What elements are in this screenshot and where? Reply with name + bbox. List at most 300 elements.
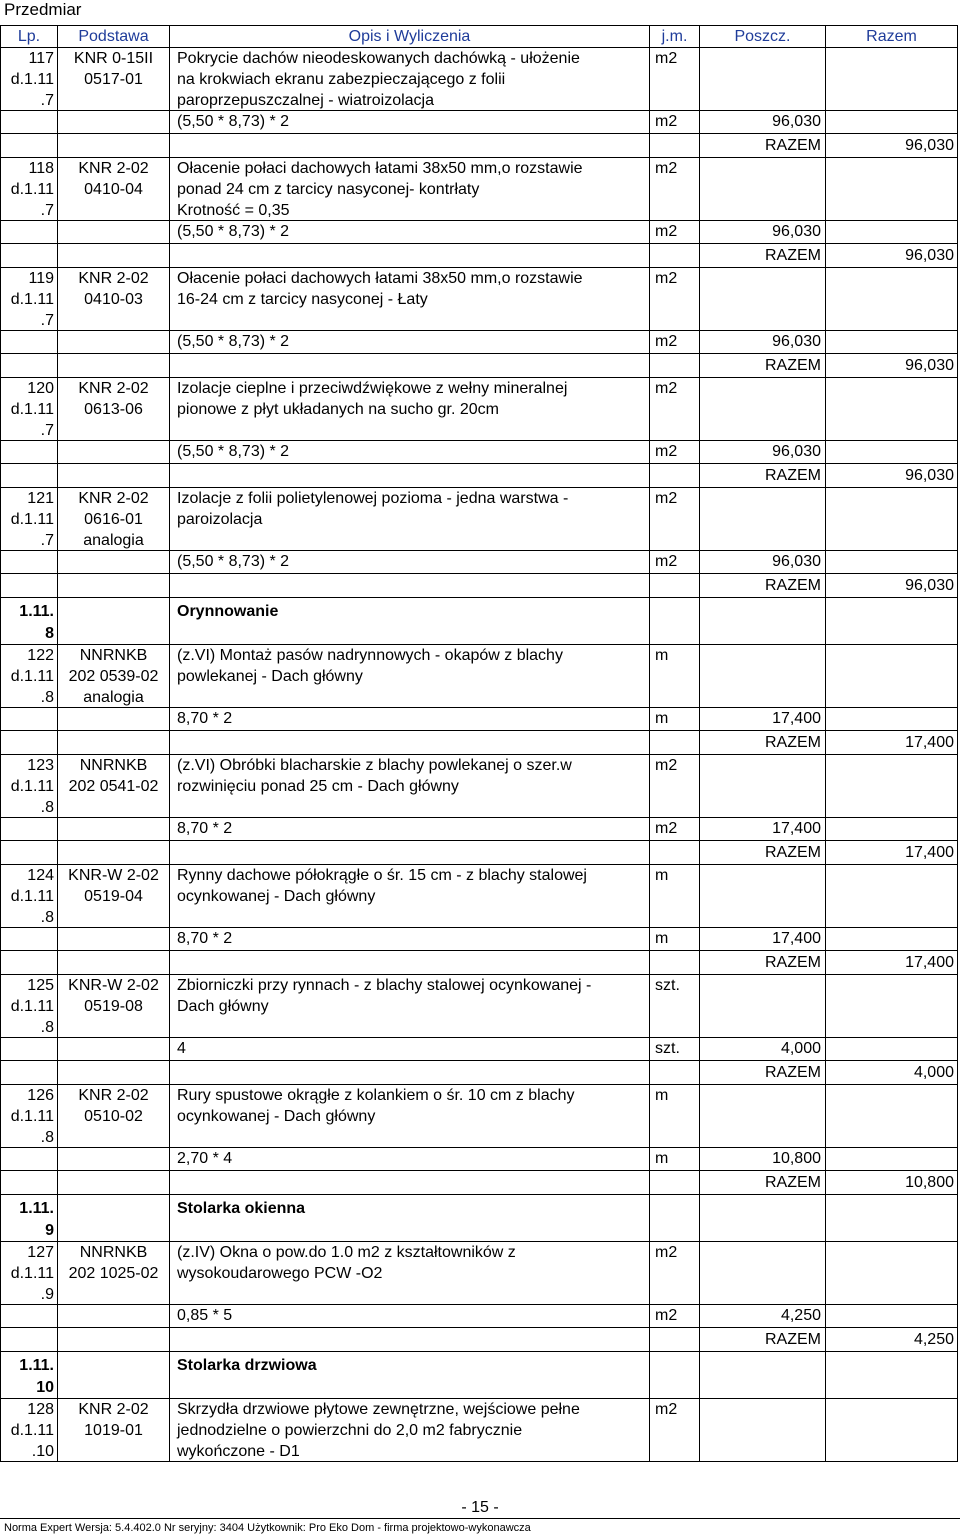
- lp-cell: [0, 1195, 58, 1241]
- jm-cell: [650, 1195, 700, 1241]
- position-number: 124: [27, 867, 54, 884]
- position-number: .7: [40, 92, 54, 109]
- unit: m: [655, 930, 669, 947]
- section-number: 8: [45, 625, 54, 642]
- podstawa-cell: [58, 268, 170, 330]
- poszcz-cell: [700, 488, 826, 550]
- total-quantity: 96,030: [905, 577, 954, 594]
- jm-cell: [650, 111, 700, 133]
- jm-cell: [650, 951, 700, 974]
- jm-cell: [650, 1085, 700, 1147]
- position-row: [0, 974, 958, 1037]
- poszcz-cell: [700, 441, 826, 463]
- basis-code: 0613-06: [84, 401, 143, 418]
- description-line: Izolacje z folii polietylenowej pozioma - jedna warstwa -: [177, 490, 569, 507]
- total-quantity: 10,800: [905, 1174, 954, 1191]
- podstawa-cell: [58, 841, 170, 864]
- jm-cell: [650, 708, 700, 730]
- basis-code: KNR-W 2-02: [68, 867, 159, 884]
- jm-cell: [650, 1171, 700, 1194]
- total-quantity: 17,400: [905, 734, 954, 751]
- section-row: [0, 597, 958, 644]
- opis-cell: [170, 1038, 650, 1060]
- jm-cell: [650, 48, 700, 110]
- jm-cell: [650, 975, 700, 1037]
- razem-cell: [826, 951, 958, 974]
- razem-cell: [826, 1305, 958, 1327]
- razem-cell: [826, 158, 958, 220]
- jm-cell: [650, 755, 700, 817]
- podstawa-cell: [58, 464, 170, 487]
- poszcz-cell: [700, 111, 826, 133]
- razem-cell: [826, 48, 958, 110]
- razem-cell: [826, 134, 958, 157]
- basis-code: KNR 2-02: [78, 380, 149, 397]
- description-line: Rynny dachowe półokrągłe o śr. 15 cm - z blachy stalowej: [177, 867, 587, 884]
- total-row: [0, 950, 958, 974]
- total-quantity: 96,030: [905, 247, 954, 264]
- total-quantity: 4,250: [913, 1331, 954, 1348]
- position-number: d.1.11: [10, 511, 54, 528]
- unit: m2: [655, 443, 678, 460]
- column-header-opis: Opis i Wyliczenia: [170, 26, 650, 47]
- poszcz-cell: [700, 841, 826, 864]
- position-row: [0, 754, 958, 817]
- podstawa-cell: [58, 1061, 170, 1084]
- opis-cell: [170, 975, 650, 1037]
- razem-cell: [826, 1038, 958, 1060]
- position-number: .8: [40, 1019, 54, 1036]
- jm-cell: [650, 244, 700, 267]
- jm-cell: [650, 1352, 700, 1398]
- podstawa-cell: [58, 1352, 170, 1398]
- basis-code: NNRNKB: [79, 757, 148, 774]
- razem-cell: [826, 645, 958, 707]
- basis-code: 0410-03: [84, 291, 143, 308]
- lp-cell: [0, 755, 58, 817]
- column-header-unit: j.m.: [650, 26, 700, 47]
- jm-cell: [650, 574, 700, 597]
- calculation-formula: 8,70 * 2: [177, 930, 233, 947]
- description-line: Skrzydła drzwiowe płytowe zewnętrzne, wejściowe pełne: [177, 1401, 580, 1418]
- lp-cell: [0, 488, 58, 550]
- jm-cell: [650, 1038, 700, 1060]
- partial-quantity: 96,030: [772, 553, 821, 570]
- description-line: (z.VI) Montaż pasów nadrynnowych - okapów z blachy: [177, 647, 563, 664]
- description-line: Krotność = 0,35: [177, 202, 290, 219]
- lp-cell: [0, 1171, 58, 1194]
- opis-cell: [170, 1148, 650, 1170]
- opis-cell: [170, 378, 650, 440]
- position-row: [0, 157, 958, 220]
- razem-cell: [826, 841, 958, 864]
- podstawa-cell: [58, 111, 170, 133]
- lp-cell: [0, 975, 58, 1037]
- poszcz-cell: [700, 221, 826, 243]
- lp-cell: [0, 378, 58, 440]
- poszcz-cell: [700, 598, 826, 644]
- lp-cell: [0, 331, 58, 353]
- basis-code: 0510-02: [84, 1108, 143, 1125]
- poszcz-cell: [700, 331, 826, 353]
- section-number: 10: [36, 1379, 54, 1396]
- description-line: paroizolacja: [177, 511, 263, 528]
- total-row: [0, 463, 958, 487]
- razem-cell: [826, 378, 958, 440]
- lp-cell: [0, 818, 58, 840]
- podstawa-cell: [58, 1148, 170, 1170]
- jm-cell: [650, 841, 700, 864]
- jm-cell: [650, 865, 700, 927]
- podstawa-cell: [58, 221, 170, 243]
- position-number: d.1.11: [10, 668, 54, 685]
- jm-cell: [650, 598, 700, 644]
- podstawa-cell: [58, 1195, 170, 1241]
- podstawa-cell: [58, 1399, 170, 1461]
- poszcz-cell: [700, 1242, 826, 1304]
- total-row: [0, 353, 958, 377]
- position-number: d.1.11: [10, 401, 54, 418]
- unit: m2: [655, 490, 678, 507]
- opis-cell: [170, 645, 650, 707]
- position-row: [0, 487, 958, 550]
- poszcz-cell: [700, 1038, 826, 1060]
- podstawa-cell: [58, 975, 170, 1037]
- jm-cell: [650, 464, 700, 487]
- basis-code: KNR 2-02: [78, 1401, 149, 1418]
- razem-cell: [826, 1085, 958, 1147]
- partial-quantity: 96,030: [772, 113, 821, 130]
- total-row: [0, 1170, 958, 1194]
- position-row: [0, 1241, 958, 1304]
- lp-cell: [0, 464, 58, 487]
- lp-cell: [0, 928, 58, 950]
- partial-quantity: 17,400: [772, 930, 821, 947]
- position-row: [0, 1084, 958, 1147]
- total-label: RAZEM: [765, 844, 821, 861]
- position-number: d.1.11: [10, 1265, 54, 1282]
- total-quantity: 96,030: [905, 137, 954, 154]
- description-line: Rury spustowe okrągłe z kolankiem o śr. 10 cm z blachy: [177, 1087, 575, 1104]
- partial-quantity: 96,030: [772, 223, 821, 240]
- razem-cell: [826, 708, 958, 730]
- description-line: 16-24 cm z tarcicy nasyconej - Łaty: [177, 291, 428, 308]
- jm-cell: [650, 331, 700, 353]
- calculation-row: [0, 440, 958, 463]
- opis-cell: [170, 111, 650, 133]
- lp-cell: [0, 1038, 58, 1060]
- description-line: powlekanej - Dach główny: [177, 668, 363, 685]
- poszcz-cell: [700, 865, 826, 927]
- position-number: .8: [40, 909, 54, 926]
- partial-quantity: 96,030: [772, 333, 821, 350]
- podstawa-cell: [58, 708, 170, 730]
- position-row: [0, 644, 958, 707]
- description-line: Ołacenie połaci dachowych łatami 38x50 mm,o rozstawie: [177, 160, 583, 177]
- opis-cell: [170, 818, 650, 840]
- unit: m: [655, 1087, 669, 1104]
- description-line: paroprzepuszczalnej - wiatroizolacja: [177, 92, 435, 109]
- position-number: 128: [27, 1401, 54, 1418]
- basis-code: 0410-04: [84, 181, 143, 198]
- section-number: 1.11.: [19, 1357, 54, 1374]
- lp-cell: [0, 1148, 58, 1170]
- razem-cell: [826, 1195, 958, 1241]
- position-number: .9: [40, 1286, 54, 1303]
- position-number: .8: [40, 689, 54, 706]
- basis-code: NNRNKB: [79, 1244, 148, 1261]
- basis-code: NNRNKB: [79, 647, 148, 664]
- basis-code: 202 0541-02: [68, 778, 159, 795]
- razem-cell: [826, 244, 958, 267]
- opis-cell: [170, 1399, 650, 1461]
- podstawa-cell: [58, 598, 170, 644]
- partial-quantity: 96,030: [772, 443, 821, 460]
- position-number: d.1.11: [10, 778, 54, 795]
- position-number: 123: [27, 757, 54, 774]
- poszcz-cell: [700, 574, 826, 597]
- position-row: [0, 377, 958, 440]
- position-number: .8: [40, 1129, 54, 1146]
- poszcz-cell: [700, 731, 826, 754]
- total-label: RAZEM: [765, 734, 821, 751]
- footer-text: Norma Expert Wersja: 5.4.402.0 Nr seryjny: 3404 Użytkownik: Pro Eko Dom - firma projektowo-wykonawcza: [4, 1522, 531, 1534]
- jm-cell: [650, 1305, 700, 1327]
- razem-cell: [826, 928, 958, 950]
- razem-cell: [826, 1148, 958, 1170]
- position-number: .7: [40, 532, 54, 549]
- podstawa-cell: [58, 354, 170, 377]
- total-label: RAZEM: [765, 577, 821, 594]
- lp-cell: [0, 134, 58, 157]
- calculation-row: [0, 1037, 958, 1060]
- poszcz-cell: [700, 551, 826, 573]
- position-number: 119: [28, 270, 54, 287]
- poszcz-cell: [700, 378, 826, 440]
- partial-quantity: 17,400: [772, 710, 821, 727]
- opis-cell: [170, 268, 650, 330]
- lp-cell: [0, 268, 58, 330]
- podstawa-cell: [58, 865, 170, 927]
- jm-cell: [650, 134, 700, 157]
- opis-cell: [170, 488, 650, 550]
- description-line: wysokoudarowego PCW -O2: [177, 1265, 383, 1282]
- jm-cell: [650, 818, 700, 840]
- footer-divider: [0, 1518, 960, 1519]
- total-row: [0, 243, 958, 267]
- description-line: jednodzielne o powierzchni do 2,0 m2 fabrycznie: [177, 1422, 523, 1439]
- basis-code: KNR 2-02: [78, 1087, 149, 1104]
- podstawa-cell: [58, 1038, 170, 1060]
- opis-cell: [170, 1305, 650, 1327]
- description-line: Pokrycie dachów nieodeskowanych dachówką - ułożenie: [177, 50, 580, 67]
- column-header-total: Razem: [826, 26, 958, 47]
- document-title: Przedmiar: [4, 0, 82, 19]
- unit: szt.: [655, 1040, 680, 1057]
- podstawa-cell: [58, 1328, 170, 1351]
- opis-cell: [170, 441, 650, 463]
- description-line: (z.VI) Obróbki blacharskie z blachy powlekanej o szer.w: [177, 757, 572, 774]
- section-title: Stolarka drzwiowa: [177, 1357, 317, 1374]
- lp-cell: [0, 951, 58, 974]
- przedmiar-table: [0, 25, 958, 1462]
- razem-cell: [826, 1328, 958, 1351]
- position-number: d.1.11: [10, 71, 54, 88]
- jm-cell: [650, 731, 700, 754]
- calculation-row: [0, 1304, 958, 1327]
- section-row: [0, 1194, 958, 1241]
- podstawa-cell: [58, 331, 170, 353]
- total-quantity: 96,030: [905, 357, 954, 374]
- podstawa-cell: [58, 731, 170, 754]
- jm-cell: [650, 551, 700, 573]
- unit: m: [655, 647, 669, 664]
- podstawa-cell: [58, 755, 170, 817]
- opis-cell: [170, 134, 650, 157]
- lp-cell: [0, 441, 58, 463]
- total-label: RAZEM: [765, 1331, 821, 1348]
- podstawa-cell: [58, 928, 170, 950]
- razem-cell: [826, 755, 958, 817]
- unit: szt.: [655, 977, 680, 994]
- poszcz-cell: [700, 268, 826, 330]
- poszcz-cell: [700, 464, 826, 487]
- position-number: .8: [40, 799, 54, 816]
- position-number: d.1.11: [10, 181, 54, 198]
- basis-code: analogia: [83, 532, 144, 549]
- opis-cell: [170, 221, 650, 243]
- opis-cell: [170, 755, 650, 817]
- description-line: ponad 24 cm z tarcicy nasyconej- kontrłaty: [177, 181, 480, 198]
- total-label: RAZEM: [765, 357, 821, 374]
- calculation-row: [0, 550, 958, 573]
- position-number: 127: [27, 1244, 54, 1261]
- jm-cell: [650, 441, 700, 463]
- opis-cell: [170, 551, 650, 573]
- lp-cell: [0, 865, 58, 927]
- razem-cell: [826, 1352, 958, 1398]
- position-number: .7: [40, 202, 54, 219]
- description-line: ocynkowanej - Dach główny: [177, 1108, 376, 1125]
- lp-cell: [0, 574, 58, 597]
- jm-cell: [650, 928, 700, 950]
- jm-cell: [650, 378, 700, 440]
- razem-cell: [826, 551, 958, 573]
- partial-quantity: 10,800: [772, 1150, 821, 1167]
- calculation-formula: 8,70 * 2: [177, 710, 233, 727]
- poszcz-cell: [700, 48, 826, 110]
- opis-cell: [170, 331, 650, 353]
- calculation-formula: 8,70 * 2: [177, 820, 233, 837]
- opis-cell: [170, 1352, 650, 1398]
- column-header-podstawa: Podstawa: [58, 26, 170, 47]
- position-number: d.1.11: [10, 1108, 54, 1125]
- position-number: d.1.11: [10, 998, 54, 1015]
- partial-quantity: 17,400: [772, 820, 821, 837]
- unit: m2: [655, 113, 678, 130]
- opis-cell: [170, 1061, 650, 1084]
- unit: m2: [655, 757, 678, 774]
- poszcz-cell: [700, 1085, 826, 1147]
- lp-cell: [0, 1399, 58, 1461]
- poszcz-cell: [700, 1195, 826, 1241]
- razem-cell: [826, 221, 958, 243]
- description-line: (z.IV) Okna o pow.do 1.0 m2 z kształtowników z: [177, 1244, 516, 1261]
- lp-cell: [0, 111, 58, 133]
- lp-cell: [0, 598, 58, 644]
- razem-cell: [826, 731, 958, 754]
- lp-cell: [0, 221, 58, 243]
- lp-cell: [0, 1328, 58, 1351]
- opis-cell: [170, 731, 650, 754]
- podstawa-cell: [58, 488, 170, 550]
- column-header-lp: Lp.: [0, 26, 58, 47]
- poszcz-cell: [700, 354, 826, 377]
- basis-code: 0517-01: [84, 71, 143, 88]
- position-number: 125: [27, 977, 54, 994]
- position-number: 120: [27, 380, 54, 397]
- razem-cell: [826, 1242, 958, 1304]
- basis-code: KNR 2-02: [78, 490, 149, 507]
- position-number: .10: [31, 1443, 54, 1460]
- calculation-row: [0, 110, 958, 133]
- basis-code: 1019-01: [84, 1422, 143, 1439]
- opis-cell: [170, 574, 650, 597]
- opis-cell: [170, 158, 650, 220]
- unit: m: [655, 1150, 669, 1167]
- opis-cell: [170, 354, 650, 377]
- poszcz-cell: [700, 818, 826, 840]
- razem-cell: [826, 975, 958, 1037]
- poszcz-cell: [700, 244, 826, 267]
- podstawa-cell: [58, 134, 170, 157]
- calculation-formula: 2,70 * 4: [177, 1150, 233, 1167]
- podstawa-cell: [58, 1171, 170, 1194]
- poszcz-cell: [700, 1352, 826, 1398]
- position-number: 126: [27, 1087, 54, 1104]
- podstawa-cell: [58, 48, 170, 110]
- razem-cell: [826, 268, 958, 330]
- unit: m2: [655, 1307, 678, 1324]
- basis-code: 0616-01: [84, 511, 143, 528]
- podstawa-cell: [58, 244, 170, 267]
- description-line: pionowe z płyt układanych na sucho gr. 20cm: [177, 401, 499, 418]
- opis-cell: [170, 841, 650, 864]
- description-line: Dach główny: [177, 998, 269, 1015]
- lp-cell: [0, 708, 58, 730]
- description-line: Zbiorniczki przy rynnach - z blachy stalowej ocynkowanej -: [177, 977, 592, 994]
- basis-code: KNR 2-02: [78, 270, 149, 287]
- basis-code: 202 0539-02: [68, 668, 159, 685]
- section-title: Stolarka okienna: [177, 1200, 306, 1217]
- calculation-formula: (5,50 * 8,73) * 2: [177, 553, 290, 570]
- total-row: [0, 730, 958, 754]
- jm-cell: [650, 158, 700, 220]
- razem-cell: [826, 574, 958, 597]
- razem-cell: [826, 464, 958, 487]
- section-number: 1.11.: [19, 1200, 54, 1217]
- razem-cell: [826, 111, 958, 133]
- opis-cell: [170, 1195, 650, 1241]
- calculation-formula: 4: [177, 1040, 186, 1057]
- position-number: d.1.11: [10, 888, 54, 905]
- position-number: .7: [40, 422, 54, 439]
- opis-cell: [170, 48, 650, 110]
- lp-cell: [0, 158, 58, 220]
- jm-cell: [650, 1242, 700, 1304]
- basis-code: KNR-W 2-02: [68, 977, 159, 994]
- poszcz-cell: [700, 951, 826, 974]
